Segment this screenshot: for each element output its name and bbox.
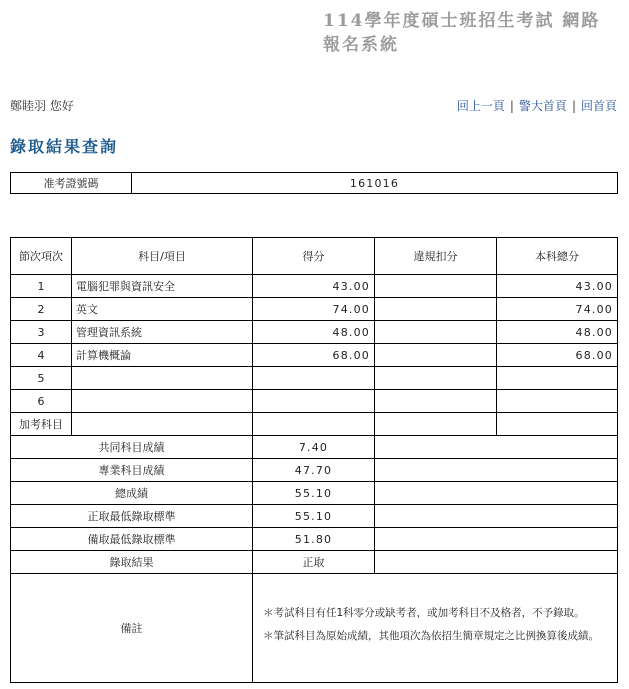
summary-row	[11, 528, 618, 551]
row-score: 68.00	[253, 344, 375, 367]
remarks-row	[11, 574, 618, 683]
remark-note: ＊考試科目有任1科零分或缺考者，或加考科目不及格者，不予錄取。	[263, 607, 585, 619]
row-total	[497, 390, 618, 413]
row-subject	[72, 367, 253, 390]
summary-label: 錄取結果	[11, 551, 253, 574]
score-table-header	[11, 238, 618, 275]
row-score	[253, 390, 375, 413]
summary-row	[11, 482, 618, 505]
row-subject	[72, 413, 253, 436]
summary-label: 專業科目成績	[11, 459, 253, 482]
row-subject: 管理資訊系統	[72, 321, 253, 344]
summary-label: 總成績	[11, 482, 253, 505]
row-subject	[72, 390, 253, 413]
remarks-label: 備註	[11, 574, 253, 683]
ticket-table	[10, 172, 618, 194]
summary-blank	[375, 459, 618, 482]
row-seq: 加考科目	[11, 413, 72, 436]
header-total: 本科總分	[497, 238, 618, 275]
row-subject: 計算機概論	[72, 344, 253, 367]
row-seq: 2	[11, 298, 72, 321]
row-score: 43.00	[253, 275, 375, 298]
row-score: 74.00	[253, 298, 375, 321]
summary-blank	[375, 436, 618, 459]
summary-value: 55.10	[253, 505, 375, 528]
row-score	[253, 413, 375, 436]
row-subject: 電腦犯罪與資訊安全	[72, 275, 253, 298]
user-greeting: 鄭睦羽 您好	[10, 99, 74, 113]
section-title: 錄取結果查詢	[10, 137, 119, 156]
row-seq: 5	[11, 367, 72, 390]
home-link[interactable]: 回首頁	[580, 99, 617, 113]
row-score: 48.00	[253, 321, 375, 344]
table-row	[11, 321, 618, 344]
row-total	[497, 367, 618, 390]
summary-blank	[375, 551, 618, 574]
row-deduction	[375, 321, 497, 344]
row-deduction	[375, 275, 497, 298]
table-row	[11, 367, 618, 390]
remark-note: ＊筆試科目為原始成績，其他項次為依招生簡章規定之比例換算後成績。	[263, 630, 599, 642]
summary-label: 正取最低錄取標準	[11, 505, 253, 528]
row-deduction	[375, 298, 497, 321]
row-total: 74.00	[497, 298, 618, 321]
summary-row	[11, 551, 618, 574]
summary-label: 共同科目成績	[11, 436, 253, 459]
summary-blank	[375, 528, 618, 551]
row-deduction	[375, 390, 497, 413]
header-seq: 節次項次	[11, 238, 72, 275]
nav-separator: |	[509, 99, 514, 113]
summary-row	[11, 436, 618, 459]
row-seq: 4	[11, 344, 72, 367]
summary-value: 7.40	[253, 436, 375, 459]
row-deduction	[375, 413, 497, 436]
header-score: 得分	[253, 238, 375, 275]
summary-blank	[375, 505, 618, 528]
summary-row	[11, 505, 618, 528]
row-total	[497, 413, 618, 436]
system-title: 114學年度碩士班招生考試 網路報名系統	[323, 11, 601, 55]
summary-label: 備取最低錄取標準	[11, 528, 253, 551]
row-seq: 6	[11, 390, 72, 413]
summary-value: 51.80	[253, 528, 375, 551]
row-seq: 1	[11, 275, 72, 298]
summary-value: 47.70	[253, 459, 375, 482]
table-row	[11, 344, 618, 367]
ticket-label: 准考證號碼	[11, 173, 132, 194]
header-subject: 科目/項目	[72, 238, 253, 275]
row-deduction	[375, 344, 497, 367]
back-link[interactable]: 回上一頁	[456, 99, 505, 113]
nav-separator: |	[571, 99, 576, 113]
table-row	[11, 413, 618, 436]
table-row	[11, 298, 618, 321]
table-row	[11, 275, 618, 298]
row-subject: 英文	[72, 298, 253, 321]
score-table	[10, 237, 618, 683]
row-total: 48.00	[497, 321, 618, 344]
row-deduction	[375, 367, 497, 390]
row-total: 68.00	[497, 344, 618, 367]
row-total: 43.00	[497, 275, 618, 298]
police-university-home-link[interactable]: 警大首頁	[518, 99, 567, 113]
summary-blank	[375, 482, 618, 505]
ticket-value: 161016	[132, 173, 618, 194]
summary-row	[11, 459, 618, 482]
summary-value: 55.10	[253, 482, 375, 505]
top-nav	[457, 97, 617, 114]
summary-value: 正取	[253, 551, 375, 574]
row-score	[253, 367, 375, 390]
row-seq: 3	[11, 321, 72, 344]
remarks-content	[253, 574, 618, 683]
table-row	[11, 390, 618, 413]
header-deduction: 違規扣分	[375, 238, 497, 275]
